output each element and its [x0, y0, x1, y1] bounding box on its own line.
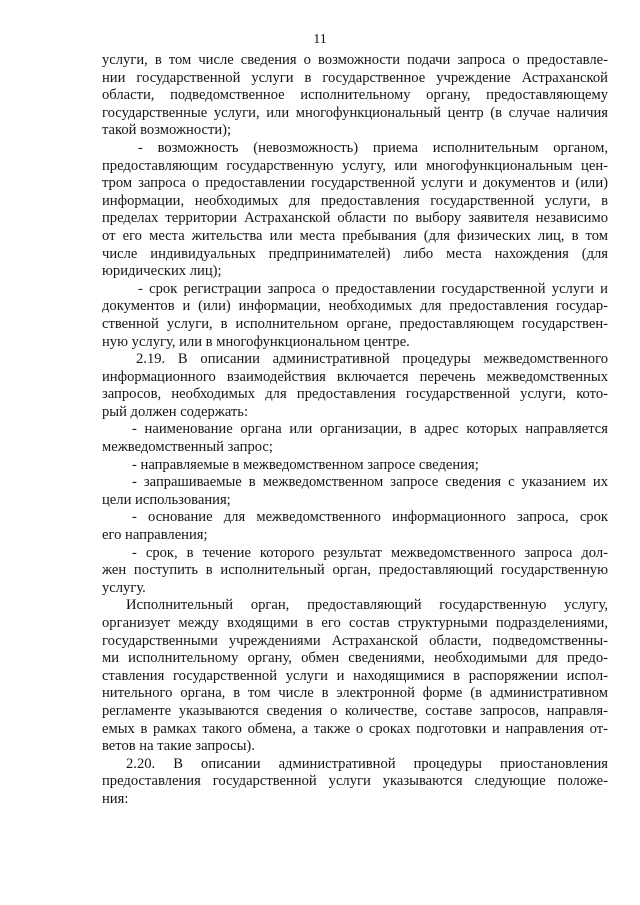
text-line: ственной услуги, в исполнительном органе, предоставляющем государствен- [102, 315, 608, 332]
text-line: ставления государственной услуги и находящимися в распоряжении испол- [102, 667, 608, 684]
text-line: числе индивидуальных предпринимателей) либо места нахождения (для [102, 245, 608, 262]
text-line: документов и (или) информации, необходимых для предоставления государ- [102, 298, 608, 315]
text-line: - основание для межведомственного информационного запроса, срок [132, 509, 608, 526]
text-line: - срок, в течение которого результат межведомственного запроса дол- [132, 544, 608, 561]
paragraph [102, 52, 608, 140]
paragraph [102, 421, 608, 456]
text-line: информации, необходимых для предоставления государственной услуги, в [102, 192, 608, 209]
text-line: - направляемые в межведомственном запросе сведения; [132, 456, 479, 473]
text-line: информационного взаимодействия включается перечень межведомственных [102, 368, 608, 385]
paragraph [102, 457, 608, 475]
text-line: пределах территории Астраханской области по выбору заявителя независимо [102, 210, 608, 227]
text-line: области, подведомственное исполнительному органу, предоставляющему [102, 87, 608, 104]
paragraph [102, 351, 608, 421]
text-line: ветов на такие запросы). [102, 738, 255, 755]
text-line: предоставления государственной услуги указываются следующие положе- [102, 773, 608, 790]
text-line: - возможность (невозможность) приема исполнительным органом, [138, 139, 608, 156]
text-line: регламенте указываются сведения о количестве, составе запросов, направля- [102, 702, 608, 719]
text-line: 2.20. В описании административной процедуры приостановления [126, 755, 608, 772]
text-line: организует между входящими в его состав структурными подразделениями, [102, 615, 608, 631]
text-line: нительного органа, в том числе в электронной форме (в административном [102, 685, 608, 702]
text-line: жен поступить в исполнительный орган, предоставляющий государственную [102, 562, 608, 579]
text-line: межведомственный запрос; [102, 439, 273, 456]
paragraph [102, 597, 608, 755]
text-line: юридических лиц); [102, 263, 222, 280]
text-line: Исполнительный орган, предоставляющий государственную услугу, [126, 597, 608, 614]
text-line: государственные услуги, или многофункциональный центр (в случае наличия [102, 104, 608, 121]
text-line: государственными учреждениями Астраханской области, подведомственны- [102, 632, 608, 649]
text-line: 2.19. В описании административной процедуры межведомственного [136, 351, 608, 368]
text-line: ми исполнительному органу, обмен сведениями, необходимыми для предо- [102, 650, 608, 667]
paragraph [102, 756, 608, 809]
text-line: ную услугу, или в многофункциональном центре. [102, 333, 410, 350]
text-line: нии государственной услуги в государственное учреждение Астраханской [102, 69, 608, 86]
text-line: от его места жительства или места пребывания (для физических лиц, в том [102, 227, 608, 244]
paragraph [102, 140, 608, 281]
document-body [102, 52, 608, 809]
page-number: 11 [313, 32, 327, 47]
text-line: такой возможности); [102, 122, 232, 139]
text-line: - наименование органа или организации, в адрес которых направляется [132, 421, 608, 438]
text-line: - запрашиваемые в межведомственном запросе сведения с указанием их [132, 474, 608, 491]
text-line: тром запроса о предоставлении государственной услуги и документов и (или) [102, 175, 608, 192]
text-line: ния: [102, 790, 129, 807]
text-line: услугу. [102, 579, 146, 596]
text-line: услуги, в том числе сведения о возможности подачи запроса о предоставле- [102, 52, 608, 68]
paragraph [102, 509, 608, 544]
paragraph [102, 545, 608, 598]
text-line: цели использования; [102, 491, 231, 508]
paragraph [102, 474, 608, 509]
text-line: его направления; [102, 527, 208, 544]
text-line: предоставляющим государственную услугу, или многофункциональным цен- [102, 157, 608, 174]
text-line: - срок регистрации запроса о предоставлении государственной услуги и [138, 280, 608, 297]
text-line: рый должен содержать: [102, 403, 249, 420]
paragraph [102, 281, 608, 351]
text-line: емых в рамках такого обмена, а также о сроках подготовки и направления от- [102, 720, 608, 737]
text-line: запросов, необходимых для предоставления государственной услуги, кото- [102, 386, 608, 403]
